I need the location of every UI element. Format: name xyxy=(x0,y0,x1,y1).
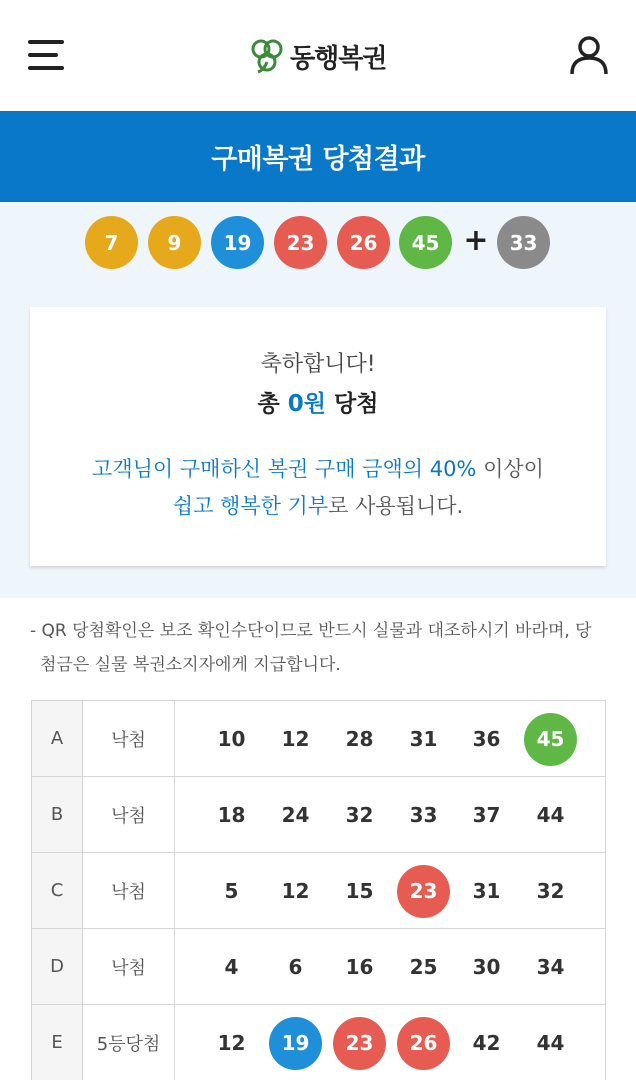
ticket-number: 32 xyxy=(345,803,374,827)
ticket-number: 16 xyxy=(345,955,374,979)
ticket-number: 31 xyxy=(409,727,438,751)
hamburger-menu-icon[interactable] xyxy=(28,38,66,72)
rank-label: 낙첨 xyxy=(83,777,175,853)
donation-text-line1: 고객님이 구매하신 복권 구매 금액의 40% 이상이 xyxy=(92,457,544,481)
matched-number-ball: 23 xyxy=(397,865,450,918)
table-row xyxy=(32,777,606,853)
winning-number-ball: 45 xyxy=(399,216,452,269)
result-summary-card xyxy=(30,307,606,566)
ticket-number: 12 xyxy=(281,879,310,903)
ticket-number: 12 xyxy=(281,727,310,751)
total-prize: 총 0원 당첨 xyxy=(257,391,379,417)
ticket-number: 4 xyxy=(224,955,239,979)
page-title: 구매복권 당첨결과 xyxy=(211,144,425,175)
qr-notice: - QR 당첨확인은 보조 확인수단이므로 반드시 실물과 대조하시기 바라며, 당 첨금은 실물 복권소지자에게 지급합니다. xyxy=(30,621,592,675)
winning-number-ball: 26 xyxy=(337,216,390,269)
ticket-results-table xyxy=(31,700,606,1080)
ticket-number: 44 xyxy=(536,803,565,827)
ticket-number: 28 xyxy=(345,727,374,751)
ticket-number: 37 xyxy=(472,803,501,827)
rank-label: 낙첨 xyxy=(83,701,175,777)
ticket-number: 18 xyxy=(217,803,246,827)
ticket-number: 10 xyxy=(217,727,246,751)
logo[interactable] xyxy=(250,38,386,74)
total-prize-amount: 0원 xyxy=(287,391,326,417)
ticket-number: 6 xyxy=(288,955,303,979)
ticket-number: 24 xyxy=(281,803,310,827)
ticket-number: 34 xyxy=(536,955,565,979)
matched-number-ball: 19 xyxy=(269,1017,322,1070)
ticket-number: 44 xyxy=(536,1031,565,1055)
ticket-number: 5 xyxy=(224,879,239,903)
ticket-numbers xyxy=(175,853,606,929)
ticket-number: 36 xyxy=(472,727,501,751)
game-label: B xyxy=(32,777,83,853)
table-row xyxy=(32,929,606,1005)
rank-label: 5등당첨 xyxy=(83,1005,175,1080)
ticket-number: 32 xyxy=(536,879,565,903)
game-label: E xyxy=(32,1005,83,1080)
ticket-numbers xyxy=(175,777,606,853)
bonus-plus-sign: + xyxy=(463,223,489,258)
ticket-number: 33 xyxy=(409,803,438,827)
rank-label: 낙첨 xyxy=(83,929,175,1005)
winning-number-ball: 23 xyxy=(274,216,327,269)
congrats-text: 축하합니다! xyxy=(260,352,376,377)
ticket-number: 30 xyxy=(472,955,501,979)
winning-number-ball: 19 xyxy=(211,216,264,269)
ticket-number: 31 xyxy=(472,879,501,903)
ticket-number: 42 xyxy=(472,1031,501,1055)
matched-number-ball: 45 xyxy=(524,713,577,766)
app-header xyxy=(0,0,636,111)
winning-number-ball: 7 xyxy=(85,216,138,269)
table-row xyxy=(32,1005,606,1080)
matched-number-ball: 23 xyxy=(333,1017,386,1070)
game-label: A xyxy=(32,701,83,777)
donation-text-line2: 쉽고 행복한 기부로 사용됩니다. xyxy=(172,494,464,518)
ticket-number: 25 xyxy=(409,955,438,979)
bonus-number-ball: 33 xyxy=(497,216,550,269)
matched-number-ball: 26 xyxy=(397,1017,450,1070)
logo-text: 동행복권 xyxy=(290,43,387,74)
ticket-numbers xyxy=(175,929,606,1005)
table-row xyxy=(32,853,606,929)
game-label: D xyxy=(32,929,83,1005)
table-row xyxy=(32,701,606,777)
winning-number-ball: 9 xyxy=(148,216,201,269)
clover-logo-icon xyxy=(250,38,284,74)
ticket-numbers xyxy=(175,701,606,777)
ticket-number: 15 xyxy=(345,879,374,903)
rank-label: 낙첨 xyxy=(83,853,175,929)
ticket-numbers xyxy=(175,1005,606,1080)
page-banner xyxy=(0,111,636,202)
ticket-number: 12 xyxy=(217,1031,246,1055)
game-label: C xyxy=(32,853,83,929)
user-icon[interactable] xyxy=(568,34,610,76)
